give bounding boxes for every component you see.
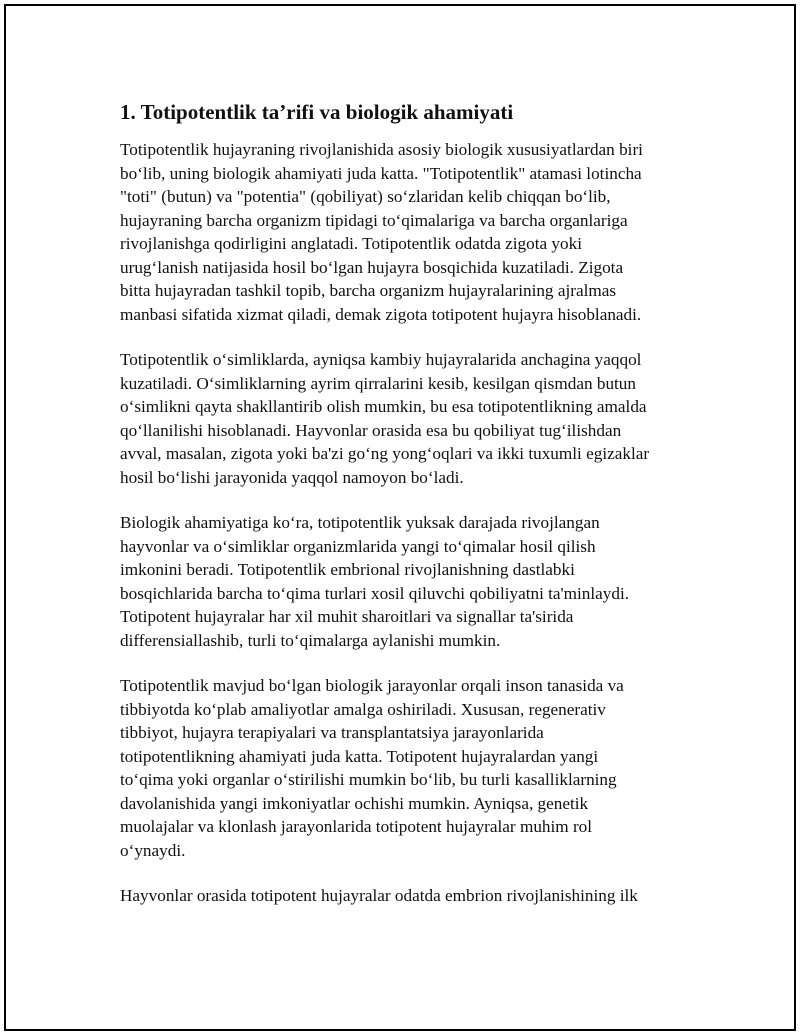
paragraph-5: Hayvonlar orasida totipotent hujayralar odatda embrion rivojlanishining ilk [120, 886, 638, 905]
document-body [120, 98, 680, 930]
paragraph-1: Totipotentlik hujayraning rivojlanishida asosiy biologik xususiyatlardan biri bo‘lib, uning biologik ahamiyati juda katta. "Totipotentlik" atamasi lotincha "toti" (butun) va "potentia" (qobiliyat) so‘zlaridan kelib chiqqan bo‘lib, hujayraning barcha organizm tipidagi to‘qimalariga va barcha organlariga rivojlanishga qodirligini anglatadi. Totipotentlik odatda zigota yoki urug‘lanish natijasida hosil bo‘lgan hujayra bosqichida kuzatiladi. Zigota bitta hujayradan tashkil topib, barcha organizm hujayralarining ajralmas manbasi sifatida xizmat qiladi, demak zigota totipotent hujayra hisoblanadi. [120, 140, 643, 324]
paragraph-2: Totipotentlik o‘simliklarda, ayniqsa kambiy hujayralarida anchagina yaqqol kuzatiladi. O‘simliklarning ayrim qirralarini kesib, kesilgan qismdan butun o‘simlikni qayta shakllantirib olish mumkin, bu esa totipotentlikning amalda qo‘llanilishi hisoblanadi. Hayvonlar orasida esa bu qobiliyat tug‘ilishdan avval, masalan, zigota yoki ba'zi go‘ng yong‘oqlari va ikki tuxumli egizaklar hosil bo‘lishi jarayonida yaqqol namoyon bo‘ladi. [120, 350, 650, 487]
document-page [4, 4, 796, 1031]
section-title: 1. Totipotentlik ta’rifi va biologik ahamiyati [120, 100, 514, 124]
paragraph-4: Totipotentlik mavjud bo‘lgan biologik jarayonlar orqali inson tanasida va tibbiyotda ko‘plab amaliyotlar amalga oshiriladi. Xususan, regenerativ tibbiyot, hujayra terapiyalari va transplantatsiya jarayonlarida totipotentlikning ahamiyati juda katta. Totipotent hujayralardan yangi to‘qima yoki organlar o‘stirilishi mumkin bo‘lib, bu turli kasalliklarning davolanishida yangi imkoniyatlar ochishi mumkin. Ayniqsa, genetik muolajalar va klonlash jarayonlarida totipotent hujayralar muhim rol o‘ynaydi. [120, 676, 624, 860]
paragraph-3: Biologik ahamiyatiga ko‘ra, totipotentlik yuksak darajada rivojlangan hayvonlar va o‘simliklar organizmlarida yangi to‘qimalar hosil qilish imkonini beradi. Totipotentlik embrional rivojlanishning dastlabki bosqichlarida barcha to‘qima turlari xosil qiluvchi qobiliyatni ta'minlaydi. Totipotent hujayralar har xil muhit sharoitlari va signallar ta'sirida differensiallashib, turli to‘qimalarga aylanishi mumkin. [120, 513, 630, 650]
